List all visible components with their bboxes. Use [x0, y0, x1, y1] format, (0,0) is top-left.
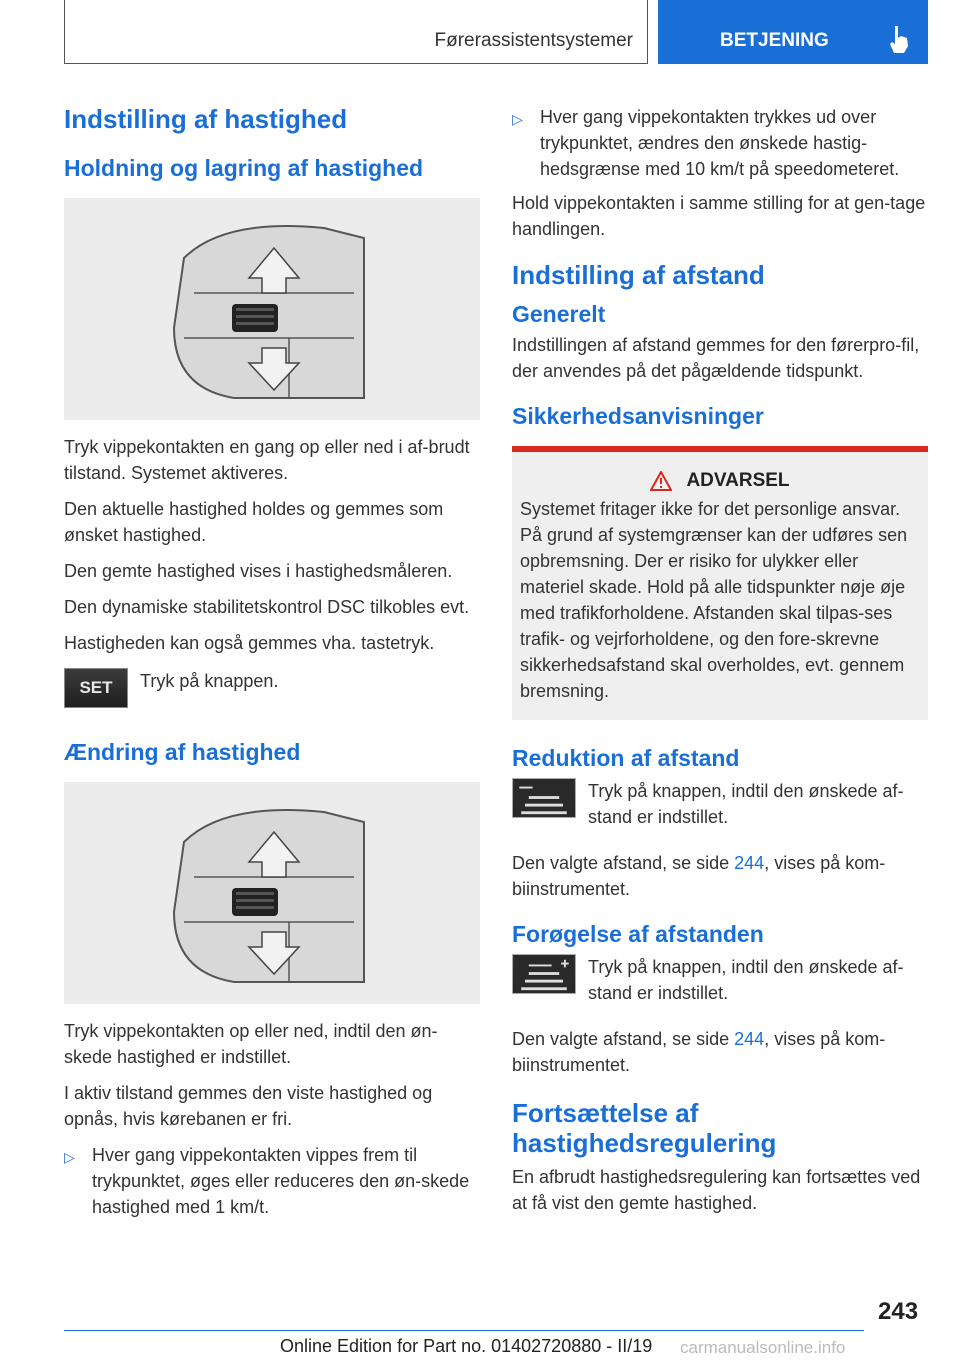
ref-text: Den valgte afstand, se side	[512, 1029, 735, 1049]
list-item	[64, 1142, 480, 1220]
reduce-text: Tryk på knappen, indtil den ønskede af-stand er indstillet.	[588, 781, 904, 827]
heading-general: Generelt	[512, 301, 606, 327]
paragraph: Indstillingen af afstand gemmes for den førerpro-fil, der anvendes på det pågældende tidspunkt.	[512, 335, 920, 381]
page-number: 243	[878, 1298, 919, 1325]
page-header	[64, 0, 928, 66]
warning-text: Systemet fritager ikke for det personlige ansvar. På grund af systemgrænser kan der udføres sen opbremsning. Der er risiko for ulykker eller materiel skade. Hold på alle tidspunkter nøje øje med trafikforholdene. Afstanden skal tilpas-ses trafik- og vejrforholdene, og den fore-skrevne sikkerhedsafstand skal overholdes, evt. gennem bremsning.	[520, 499, 908, 701]
heading-reduce-distance: Reduktion af afstand	[512, 745, 740, 771]
page-link[interactable]: 244	[734, 1029, 765, 1049]
list-item-text: Hver gang vippekontakten trykkes ud over trykpunktet, ændres den ønskede hastig-hedsgrænse med 10 km/t på speedometeret.	[540, 107, 900, 179]
footer-edition: Online Edition for Part no. 01402720880 - II/19	[280, 1336, 653, 1356]
distance-increase-icon[interactable]	[512, 954, 576, 994]
heading-increase-distance: Forøgelse af afstanden	[512, 921, 764, 947]
warning-title: ADVARSEL	[686, 470, 790, 491]
increase-button-instruction	[512, 954, 928, 1016]
distance-decrease-icon[interactable]	[512, 778, 576, 818]
heading-hold-store: Holdning og lagring af hastighed	[64, 155, 424, 181]
footer-divider	[64, 1330, 864, 1331]
paragraph: Hold vippekontakten i samme stilling for at gen-tage handlingen.	[512, 193, 926, 239]
set-button[interactable]: SET	[64, 668, 128, 708]
set-button-text: Tryk på knappen.	[140, 671, 279, 691]
paragraph: Den gemte hastighed vises i hastighedsmåleren.	[64, 561, 453, 581]
page-link[interactable]: 244	[734, 853, 765, 873]
steering-switch-photo	[64, 198, 480, 420]
hand-pointer-icon	[888, 24, 910, 54]
reduce-reference	[512, 850, 928, 902]
footer-watermark: carmanualsonline.info	[680, 1338, 846, 1357]
paragraph: Hastigheden kan også gemmes vha. tastetryk.	[64, 633, 435, 653]
ref-text: , vises på kom-biinstrumentet.	[512, 853, 886, 899]
heading-continue: Fortsættelse af hastighedsregulering	[512, 1098, 777, 1158]
set-button-instruction	[64, 668, 480, 708]
bullet-triangle-icon: ▷	[512, 111, 523, 127]
right-column	[512, 104, 928, 1226]
chapter-tab[interactable]	[658, 0, 928, 64]
paragraph: Tryk vippekontakten op eller ned, indtil den øn-skede hastighed er indstillet.	[64, 1021, 438, 1067]
paragraph: Tryk vippekontakten en gang op eller ned i af-brudt tilstand. Systemet aktiveres.	[64, 437, 470, 483]
heading-change-speed: Ændring af hastighed	[64, 739, 301, 765]
section-title: Førerassistentsystemer	[64, 0, 648, 64]
paragraph: Den aktuelle hastighed holdes og gemmes som ønsket hastighed.	[64, 499, 444, 545]
steering-switch-photo-2	[64, 782, 480, 1004]
ref-text: Den valgte afstand, se side	[512, 853, 735, 873]
reduce-button-instruction	[512, 778, 928, 840]
heading-distance-setting: Indstilling af afstand	[512, 260, 765, 290]
heading-safety: Sikkerhedsanvisninger	[512, 403, 764, 429]
list-item-text: Hver gang vippekontakten vippes frem til trykpunktet, øges eller reduceres den øn-skede hastighed med 1 km/t.	[92, 1145, 470, 1217]
left-column	[64, 96, 480, 1228]
paragraph: Den dynamiske stabilitetskontrol DSC tilkobles evt.	[64, 597, 470, 617]
increase-reference	[512, 1026, 928, 1078]
warning-triangle-icon	[650, 471, 672, 491]
chapter-label: BETJENING	[720, 30, 829, 51]
paragraph: En afbrudt hastighedsregulering kan fortsættes ved at få vist den gemte hastighed.	[512, 1167, 921, 1213]
warning-box	[512, 446, 928, 720]
bullet-triangle-icon: ▷	[64, 1149, 75, 1165]
ref-text: , vises på kom-biinstrumentet.	[512, 1029, 886, 1075]
increase-text: Tryk på knappen, indtil den ønskede af-stand er indstillet.	[588, 957, 904, 1003]
paragraph: I aktiv tilstand gemmes den viste hastighed og opnås, hvis kørebanen er fri.	[64, 1083, 433, 1129]
list-item	[512, 104, 928, 182]
warning-header	[520, 470, 920, 492]
heading-speed-setting: Indstilling af hastighed	[64, 104, 348, 134]
